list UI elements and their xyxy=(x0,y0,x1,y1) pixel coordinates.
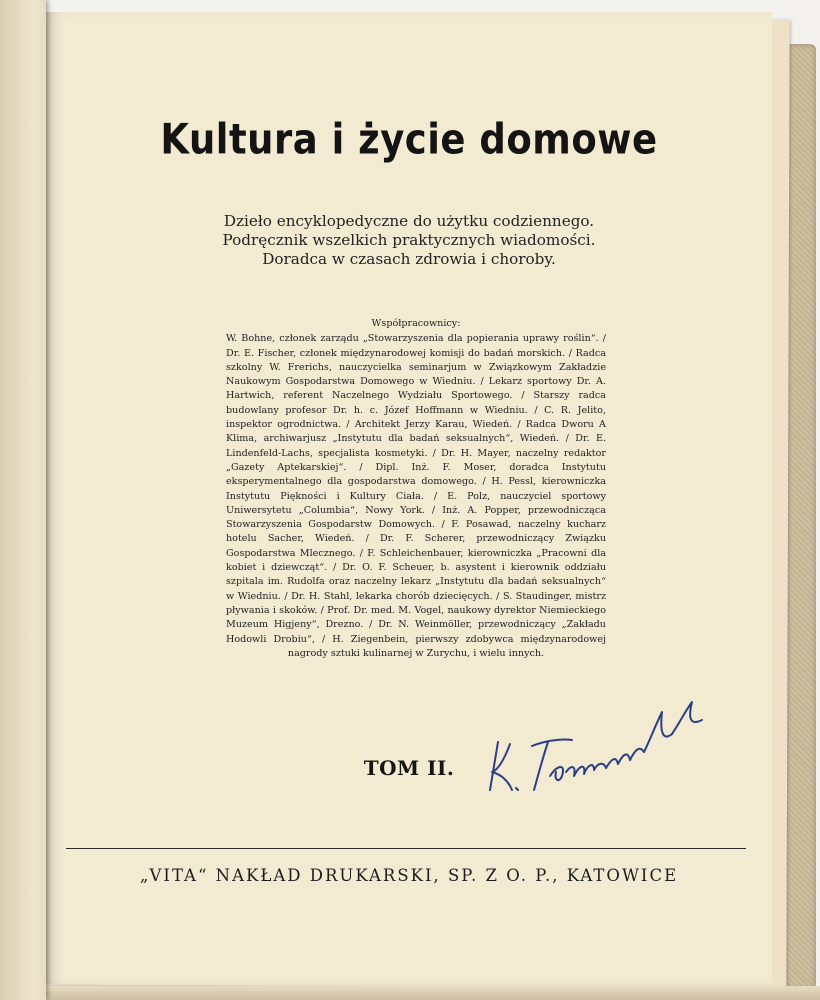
book-subtitle xyxy=(46,212,772,269)
subtitle-line-1: Dzieło encyklopedyczne do użytku codziennego. xyxy=(223,212,595,230)
book-title: Kultura i życie domowe xyxy=(160,115,658,164)
publisher-imprint: „VITA“ NAKŁAD DRUKARSKI, SP. Z O. P., KATOWICE xyxy=(139,866,679,885)
facing-page-edge xyxy=(0,0,46,1000)
subtitle-line-3: Doradca w czasach zdrowia i choroby. xyxy=(262,250,556,268)
divider-rule xyxy=(66,848,746,849)
contributors-heading: Współpracownicy: xyxy=(371,318,461,329)
subtitle-line-2: Podręcznik wszelkich praktycznych wiadomości. xyxy=(222,231,596,249)
title-page xyxy=(46,12,772,984)
volume-number: TOM II. xyxy=(363,756,455,780)
contributors-block xyxy=(226,317,606,661)
contributors-list: W. Bohne, członek zarządu „Stowarzyszenia dla popierania uprawy roślin“. / Dr. E. Fischer, członek międzynarodowej komisji do badań morskich. / Radca szkolny W. Frerichs, nauczycielka seminarjum w Związkowym Zakładzie Naukowym Gospodarstwa Domowego w Wiedniu. / Lekarz sportowy Dr. A. Hartwich, referent Naczelnego Wydziału Sportowego. / Starszy radca budowlany profesor Dr. h. c. Józef Hoffmann w Wiedniu. / C. R. Jelito, inspektor ogrodnictwa. / Architekt Jerzy Karau, Wiedeń. / Radca Dworu A Klima, archiwarjusz „Instytutu dla badań seksualnych“, Wiedeń. / Dr. E. Lindenfeld-Lachs, specjalista kosmetyki. / Dr. H. Mayer, naczelny redaktor „Gazety Aptekarskiej“. / Dipl. Inż. F. Moser, doradca Instytutu eksperymentalnego dla gospodarstwa domowego. / H. Pessl, kierowniczka Instytutu Piękności i Kultury Ciała. / E. Polz, nauczyciel sportowy Uniwersytetu „Columbia“, Nowy York. / Inż. A. Popper, przewodnicząca Stowarzyszenia Gospodarstw Domowych. / F. Posawad, naczelny kucharz hotelu Sacher, Wiedeń. / Dr. F. Scherer, przewodniczący Związku Gospodarstwa Mlecznego. / F. Schleichenbauer, kierowniczka „Pracowni dla kobiet i dziewcząt“. / Dr. O. F. Scheuer, b. asystent i kierownik oddziału szpitala im. Rudolfa oraz naczelny lekarz „Instytutu dla badań seksualnych“ w Wiedniu. / Dr. H. Stahl, lekarka chorób dziecięcych. / S. Staudinger, mistrz pływania i skoków. / Prof. Dr. med. M. Vogel, naukowy dyrektor Niemieckiego Muzeum Higjeny“, Drezno. / Dr. N. Weinmöller, przewodniczący „Zakładu Hodowli Drobiu“, / H. Ziegenbein, pierwszy zdobywca międzynarodowej nagrody sztuki kulinarnej w Zurychu, i wielu innych. xyxy=(226,333,606,659)
handwritten-signature xyxy=(476,672,706,802)
page-bottom-edges xyxy=(0,986,820,1000)
